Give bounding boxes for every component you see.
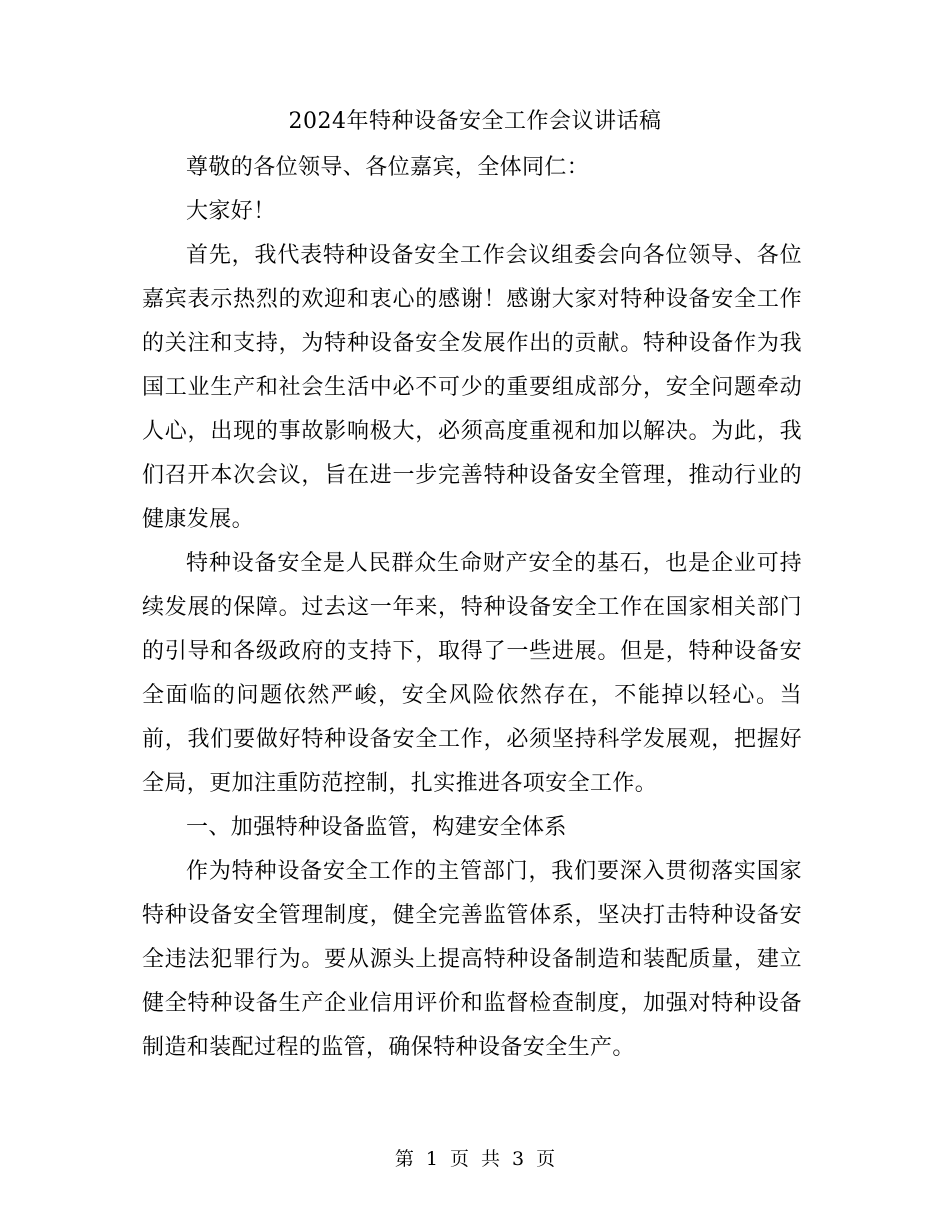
salutation: 尊敬的各位领导、各位嘉宾，全体同仁： bbox=[186, 155, 590, 180]
paragraph-welcome: 首先，我代表特种设备安全工作会议组委会向各位领导、各位嘉宾表示热烈的欢迎和衷心的感谢！感谢大家对特种设备安全工作的关注和支持，为特种设备安全发展作出的贡献。特种设备作为我国工业生产和社会生活中必不可少的重要组成部分，安全问题牵动人心，出现的事故影响极大，必须高度重视和加以解决。为此，我们召开本次会议，旨在进一步完善特种设备安全管理，推动行业的健康发展。 bbox=[142, 243, 802, 532]
paragraph-safety-foundation: 特种设备安全是人民群众生命财产安全的基石，也是企业可持续发展的保障。过去这一年来，特种设备安全工作在国家相关部门的引导和各级政府的支持下，取得了一些进展。但是，特种设备安全面临的问题依然严峻，安全风险依然存在，不能掉以轻心。当前，我们要做好特种设备安全工作，必须坚持科学发展观，把握好全局，更加注重防范控制，扎实推进各项安全工作。 bbox=[142, 551, 802, 796]
page-number-footer: 第 1 页 共 3 页 bbox=[394, 1148, 556, 1170]
document-title: 2024年特种设备安全工作会议讲话稿 bbox=[288, 109, 662, 134]
document-body bbox=[142, 146, 802, 1070]
greeting: 大家好！ bbox=[186, 199, 276, 224]
section-heading-1: 一、加强特种设备监管，构建安全体系 bbox=[186, 815, 567, 840]
paragraph-supervision: 作为特种设备安全工作的主管部门，我们要深入贯彻落实国家特种设备安全管理制度，健全完善监管体系，坚决打击特种设备安全违法犯罪行为。要从源头上提高特种设备制造和装配质量，建立健全特种设备生产企业信用评价和监督检查制度，加强对特种设备制造和装配过程的监管，确保特种设备安全生产。 bbox=[142, 859, 802, 1060]
